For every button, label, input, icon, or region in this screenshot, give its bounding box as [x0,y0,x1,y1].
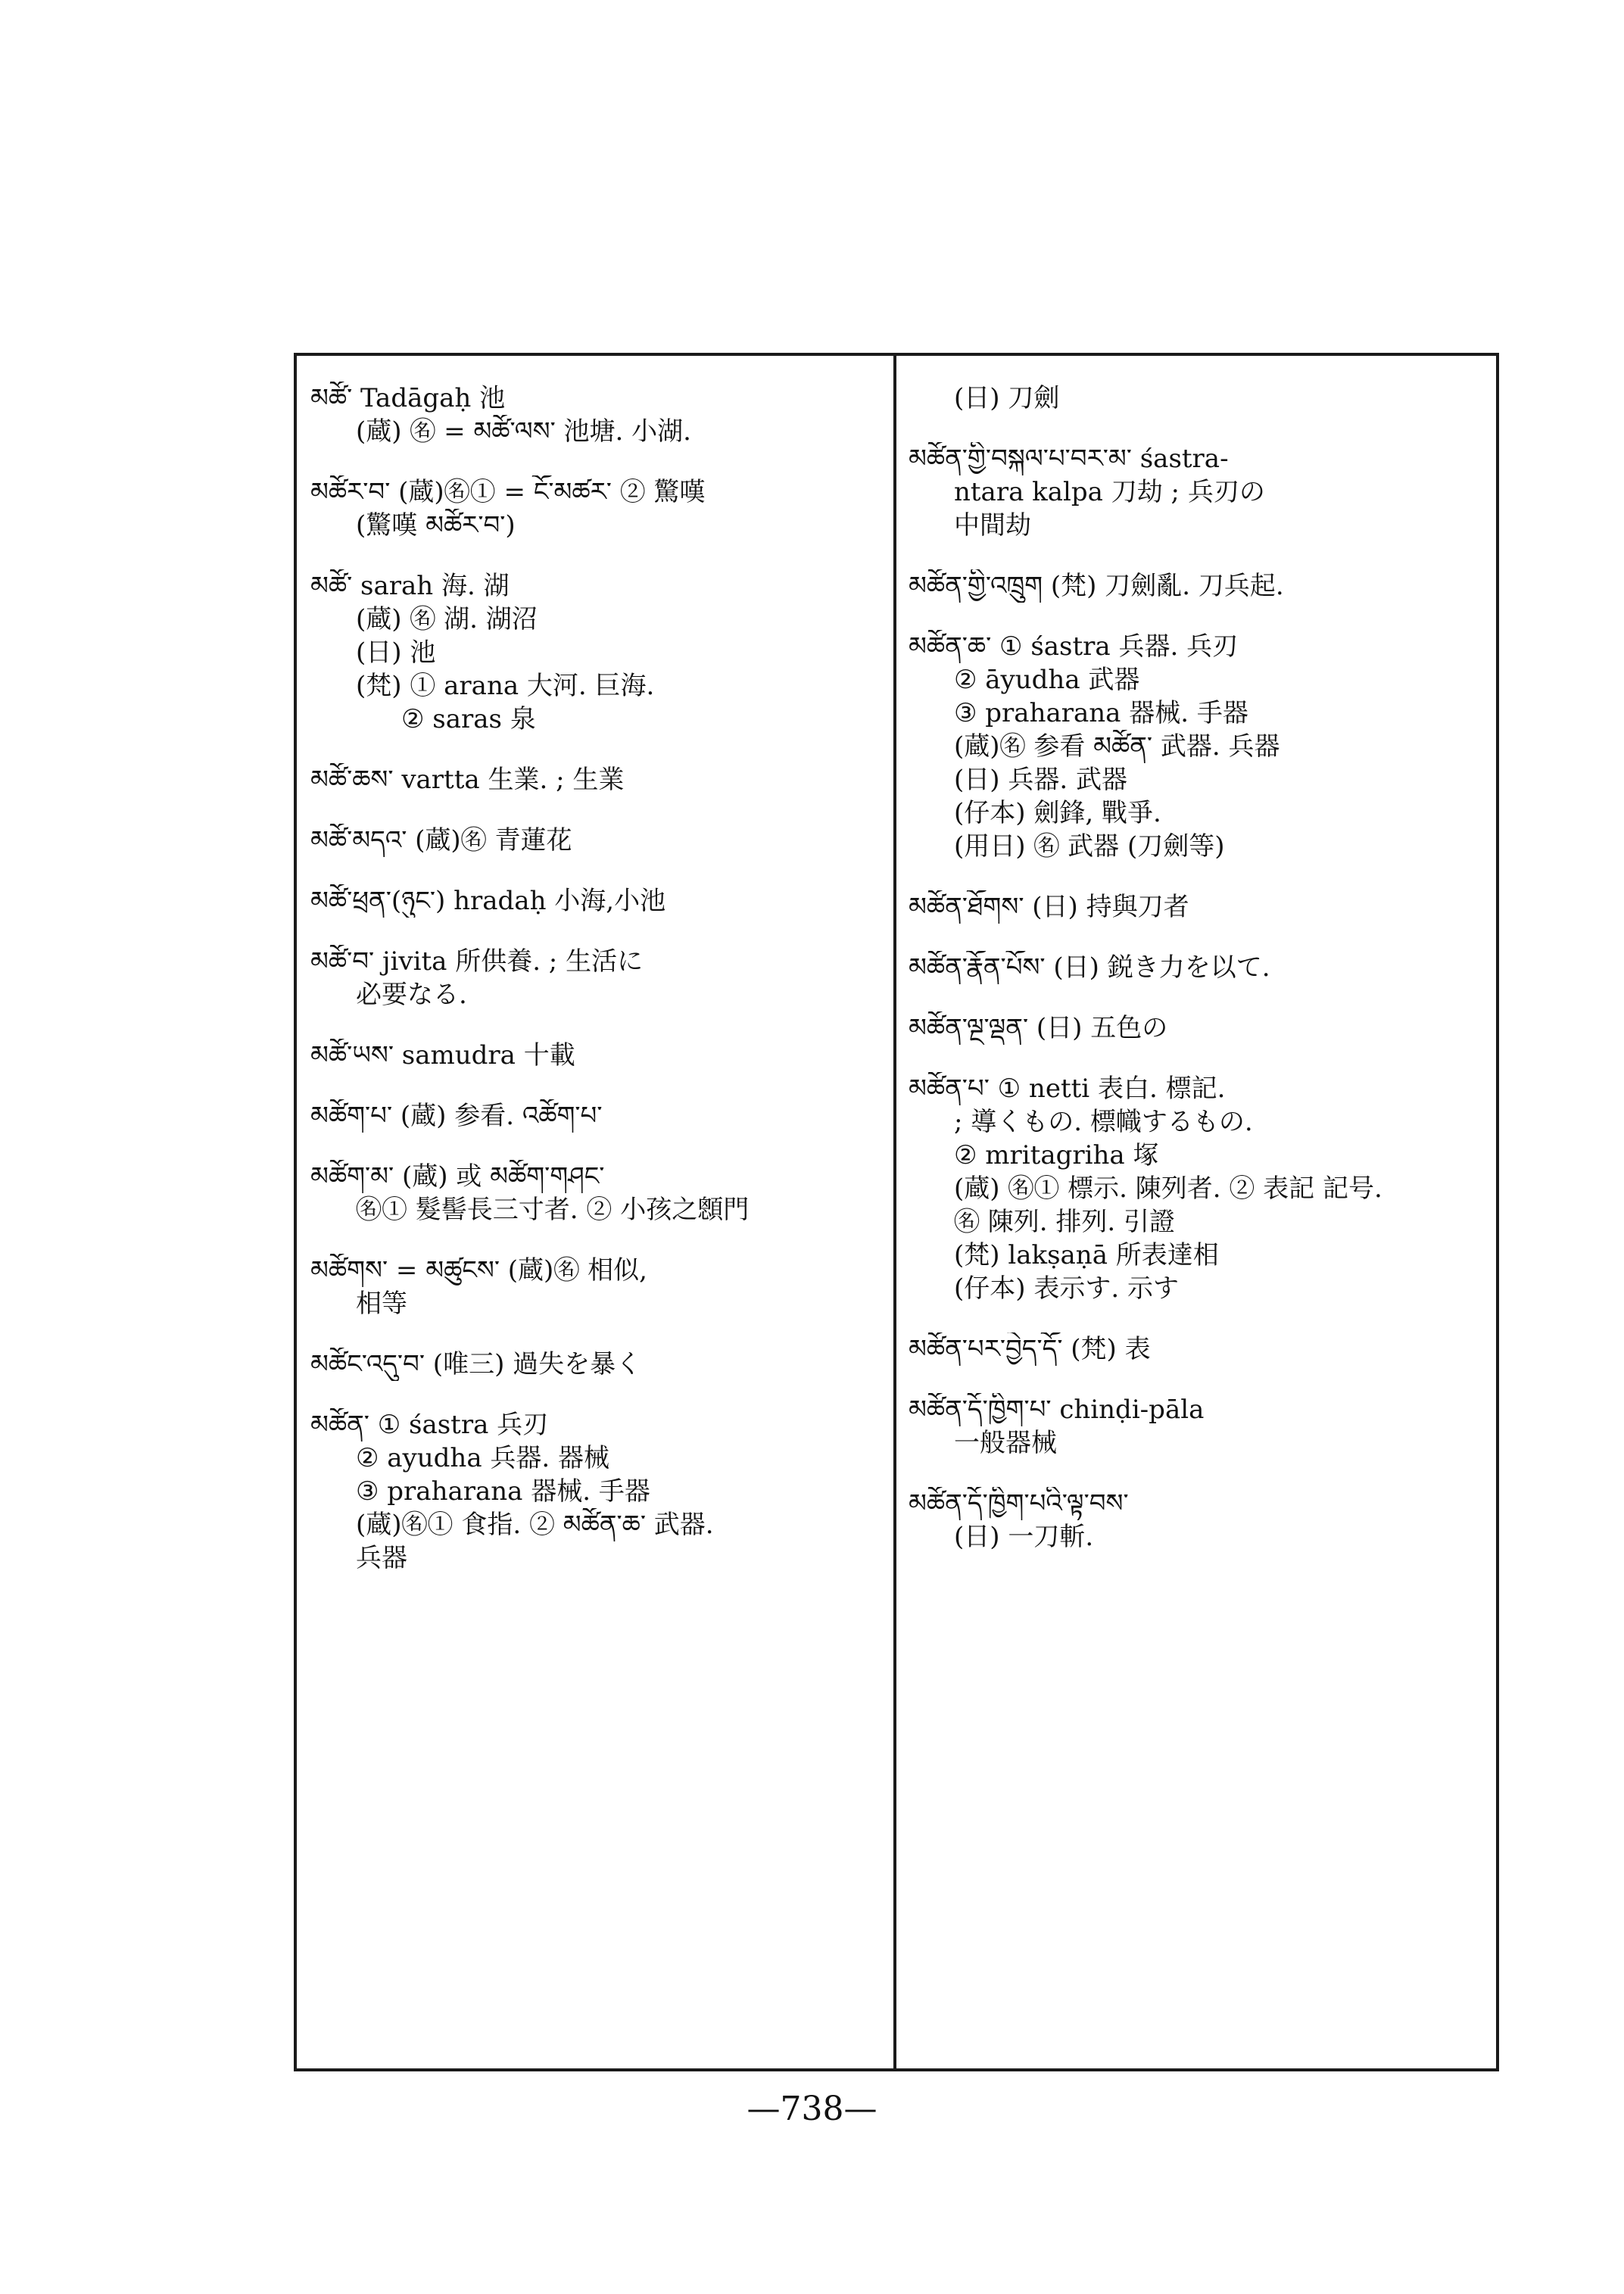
entry-definition-line: (蔵)㊔ 参看 མཚོན་ 武器. 兵器 [954,731,1280,762]
entry-headline: མཚོར་བ་ (蔵)㊔① = ངོ་མཚར་ ② 驚嘆 [310,477,706,507]
entry-headline: མཚོན་གྱི་འཁྲུག (梵) 刀劍亂. 刀兵起. [909,571,1284,601]
entry-definition-line: (蔵) ㊔① 標示. 陳列者. ② 表記 記号. [954,1173,1382,1204]
dictionary-entry [909,1072,1488,1305]
entry-headline: མཚོན་པ་ ① netti 表白. 標記. [909,1074,1226,1104]
entry-headline: མཚོ་མདའ་ (蔵)㊔ 青蓮花 [310,825,572,856]
entry-headline: མཚོ་ sarah 海. 湖 [310,571,510,601]
dictionary-entry [310,1099,882,1133]
entry-definition-line: (日) 一刀斬. [954,1522,1094,1552]
entry-definition-line: 必要なる. [356,980,467,1010]
entry-headline: མཚོན་པར་བྱེད་དོ་ (梵) 表 [909,1334,1151,1364]
entry-headline: མཚོ་ཡས་ samudra 十載 [310,1040,575,1071]
dictionary-entry [310,884,882,918]
entry-headline: མཚོན་ལྔ་ལྡན་ (日) 五色の [909,1013,1168,1043]
dictionary-entry [909,382,1488,415]
entry-headline: མཚོན་དོ་ཁྱིག་པ་ chinḍi-pāla [909,1395,1205,1425]
dictionary-entry [310,824,882,857]
entry-definition-line: ② mritagriha 塚 [954,1140,1159,1170]
dictionary-entry [310,1408,882,1575]
dictionary-entry [310,945,882,1011]
entry-definition-line: ; 導くもの. 標幟するもの. [954,1107,1253,1137]
entry-headline: མཚོན་ཆ་ ① śastra 兵器. 兵刃 [909,631,1239,662]
dictionary-entry [909,569,1488,603]
entry-definition-line: (蔵) ㊔ = མཚོ་ལས་ 池塘. 小湖. [356,416,691,447]
entry-definition-line: ② ayudha 兵器. 器械 [356,1443,610,1473]
dictionary-entry [310,1348,882,1381]
entry-definition-line: (仔本) 表示す. 示す [954,1273,1179,1304]
dictionary-entry [310,475,882,542]
entry-headline: མཚོང་འདུ་བ་ (唯三) 過失を暴く [310,1349,642,1379]
entry-headline: མཚོན་རྣོན་པོས་ (日) 鋭き力を以て. [909,952,1270,983]
entry-definition-line: ㊔ 陳列. 排列. 引證 [954,1207,1176,1237]
entry-definition-line: (梵) ① arana 大河. 巨海. [356,671,655,701]
entry-headline: མཚོན་ ① śastra 兵刃 [310,1410,549,1440]
entry-definition-line: (蔵)㊔① 食指. ② མཚོན་ཆ་ 武器. [356,1510,714,1540]
entry-definition-line: ntara kalpa 刀劫 ; 兵刃の [954,477,1265,507]
entry-definition-line: (用日) ㊔ 武器 (刀劍等) [954,831,1225,862]
entry-definition-line: 中間劫 [954,510,1031,541]
entry-headline: མཚོན་དོ་ཁྱིག་པའི་ལྟ་བས་ [909,1488,1129,1519]
entry-definition-line: 相等 [356,1289,407,1319]
dictionary-entry [909,951,1488,984]
dictionary-entry [310,569,882,736]
entry-definition-line: ③ praharana 器械. 手器 [954,698,1248,728]
entry-headline: མཚོན་ཐོགས་ (日) 持與刀者 [909,892,1189,922]
entry-headline: མཚོགས་ = མཚུངས་ (蔵)㊔ 相似, [310,1255,647,1286]
entry-definition-line: (日) 兵器. 武器 [954,765,1127,795]
dictionary-entry [909,1393,1488,1460]
entry-definition-line: ② saras 泉 [401,704,536,734]
entry-definition-line: (梵) lakṣaṇā 所表達相 [954,1240,1219,1270]
entry-definition-line: 兵器 [356,1543,407,1573]
column-divider [893,353,896,2071]
entry-headline: མཚོག་མ་ (蔵) 或 མཚོག་གཤང་ [310,1161,605,1192]
entry-headline: མཚོ་བ་ jivita 所供養. ; 生活に [310,946,644,977]
entry-definition-line: (驚嘆 མཚོར་བ་) [356,510,516,541]
entry-definition-line: ③ praharana 器械. 手器 [356,1476,650,1507]
entry-definition-line: ② āyudha 武器 [954,665,1140,695]
dictionary-entry [909,890,1488,924]
dictionary-entry [310,1160,882,1226]
entry-definition-line: (日) 池 [356,637,436,668]
dictionary-entry [909,442,1488,542]
entry-definition-line: (蔵) ㊔ 湖. 湖沼 [356,604,538,634]
entry-definition-line: 一般器械 [954,1428,1057,1458]
entry-definition-line: ㊔① 髮髻長三寸者. ② 小孩之顖門 [356,1195,750,1225]
entry-headline: མཚོ་ཆས་ vartta 生業. ; 生業 [310,765,625,795]
right-column [909,371,1488,2059]
dictionary-entry [310,382,882,448]
dictionary-entry [310,1254,882,1320]
dictionary-entry [909,1487,1488,1554]
entry-definition-line: (日) 刀劍 [954,383,1060,413]
dictionary-entry [909,630,1488,863]
page-number: —738— [747,2090,877,2128]
entry-headline: མཚོག་པ་ (蔵) 参看. འཚོག་པ་ [310,1101,603,1131]
dictionary-entry [310,1039,882,1072]
entry-headline: མཚོན་གྱི་བསྐལ་པ་བར་མ་ śastra- [909,444,1229,474]
dictionary-entry [310,763,882,796]
left-column [310,371,882,2059]
dictionary-entry [909,1011,1488,1045]
entry-headline: མཚོ་ཕྲན་(ཉུང་) hradaḥ 小海,小池 [310,886,666,916]
entry-definition-line: (仔本) 劍鋒, 戰爭. [954,798,1161,828]
dictionary-entry [909,1332,1488,1366]
entry-headline: མཚོ་ Tadāgaḥ 池 [310,383,506,413]
